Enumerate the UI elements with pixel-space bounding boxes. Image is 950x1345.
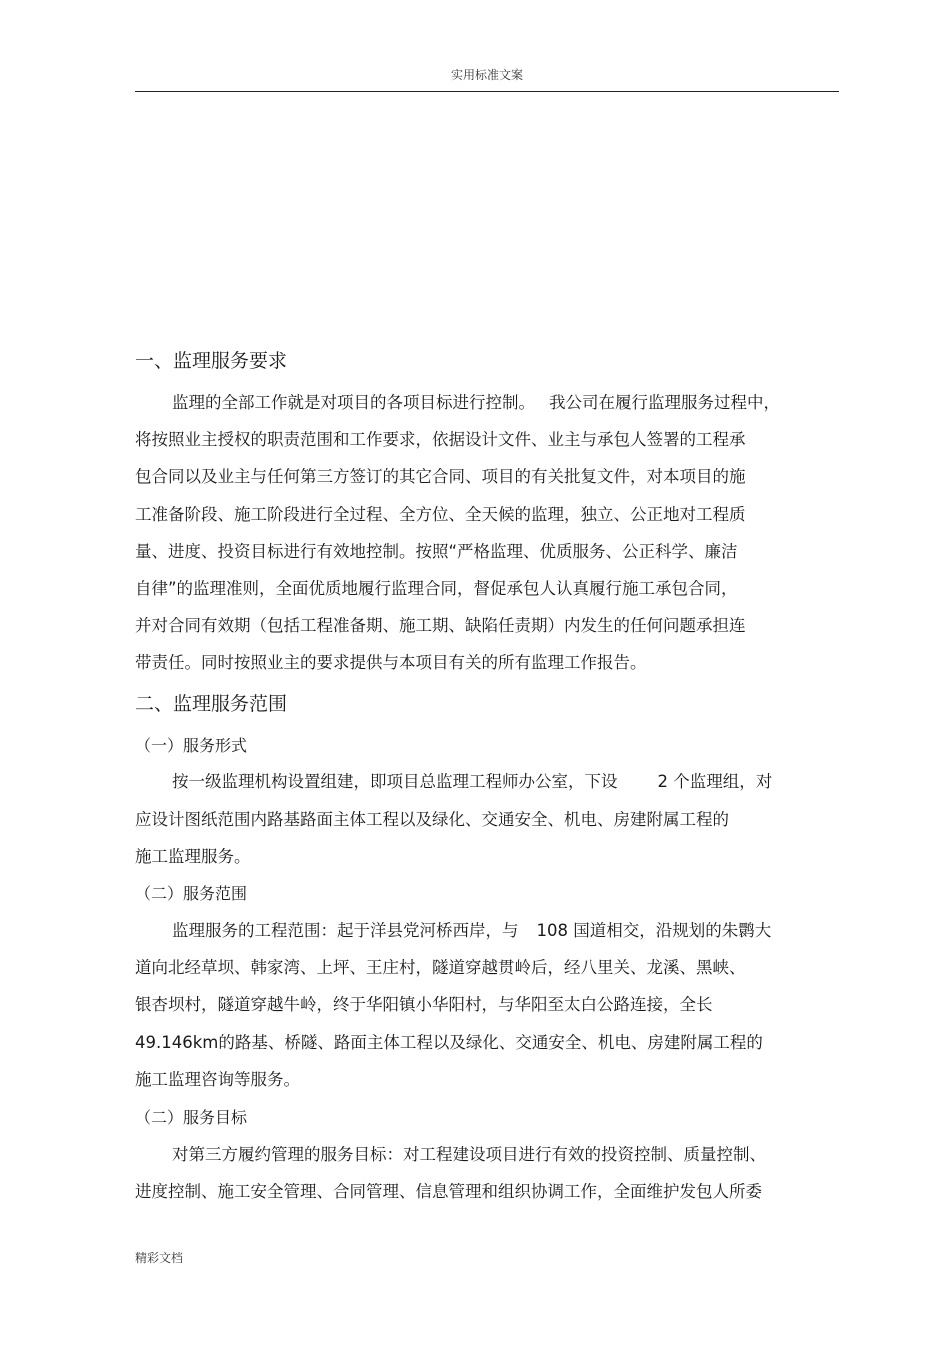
paragraph-line: 工准备阶段、施工阶段进行全过程、全方位、全天候的监理，独立、公正地对工程质	[135, 505, 746, 524]
text-segment: 108 国道相交，沿规划的朱鹮大	[536, 921, 772, 940]
text-segment: 2 个监理组，对	[657, 772, 773, 791]
paragraph-line: 包合同以及业主与任何第三方签订的其它合同、项目的有关批复文件，对本项目的施	[135, 467, 746, 486]
subsection-heading: （一）服务形式	[135, 736, 248, 755]
paragraph-line: 应设计图纸范围内路基路面主体工程以及绿化、交通安全、机电、房建附属工程的	[135, 810, 729, 829]
paragraph-line: 施工监理咨询等服务。	[135, 1070, 300, 1089]
paragraph-line: 进度控制、施工安全管理、合同管理、信息管理和组织协调工作，全面维护发包人所委	[135, 1182, 762, 1201]
paragraph-line: 49.146km的路基、桥隧、路面主体工程以及绿化、交通安全、机电、房建附属工程的	[135, 1033, 763, 1052]
page-header: 实用标准文案	[450, 68, 523, 82]
subsection-heading: （二）服务目标	[135, 1108, 248, 1127]
text-segment: 我公司在履行监理服务过程中，	[549, 393, 780, 412]
paragraph-line: 将按照业主授权的职责范围和工作要求，依据设计文件、业主与承包人签署的工程承	[135, 430, 746, 449]
section-heading-2: 二、监理服务范围	[135, 693, 288, 715]
paragraph-line: 银杏坝村，隧道穿越牛岭，终于华阳镇小华阳村，与华阳至太白公路连接，全长	[135, 995, 713, 1014]
paragraph-line	[172, 921, 771, 941]
header-rule	[135, 91, 839, 92]
paragraph-line: 施工监理服务。	[135, 847, 251, 866]
paragraph-line: 量、进度、投资目标进行有效地控制。按照“严格监理、优质服务、公正科学、廉洁	[135, 542, 738, 561]
page-footer: 精彩文档	[135, 1251, 184, 1265]
text-segment: 监理的全部工作就是对项目的各项目标进行控制。	[172, 393, 535, 412]
paragraph-line	[172, 772, 772, 792]
paragraph-line: 道向北经草坝、韩家湾、上坪、王庄村，隧道穿越贯岭后，经八里关、龙溪、黑峡、	[135, 958, 746, 977]
text-segment: 按一级监理机构设置组建，即项目总监理工程师办公室，下设	[172, 772, 618, 791]
paragraph-line	[172, 393, 780, 413]
text-segment: 监理服务的工程范围：起于洋县党河桥西岸，与	[172, 921, 519, 940]
subsection-heading: （二）服务范围	[135, 884, 248, 903]
paragraph-line: 并对合同有效期（包括工程准备期、施工期、缺陷任责期）内发生的任何问题承担连	[135, 616, 746, 635]
paragraph-line: 对第三方履约管理的服务目标：对工程建设项目进行有效的投资控制、质量控制、	[172, 1145, 766, 1164]
section-heading-1: 一、监理服务要求	[135, 350, 288, 372]
paragraph-line: 带责任。同时按照业主的要求提供与本项目有关的所有监理工作报告。	[135, 653, 647, 672]
paragraph-line: 自律”的监理准则，全面优质地履行监理合同，督促承包人认真履行施工承包合同，	[135, 579, 738, 598]
